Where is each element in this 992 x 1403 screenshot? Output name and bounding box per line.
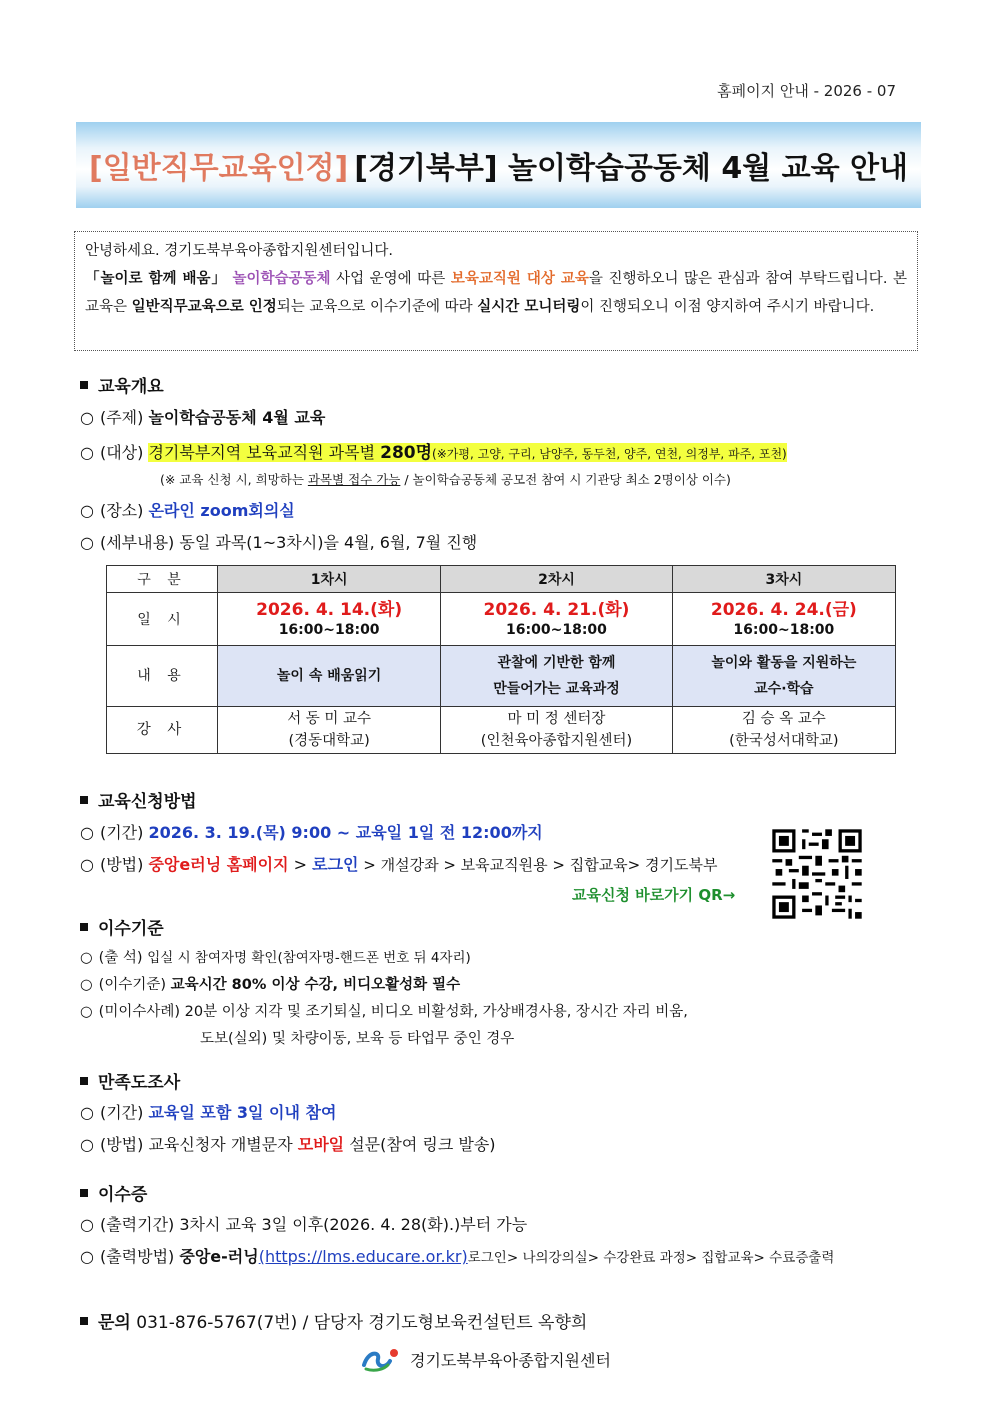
apply-method-path: > 개설강좌 > 보육교직원용 > 집합교육> 경기도북부 — [358, 856, 718, 874]
row-label-instructor: 강 사 — [107, 707, 218, 754]
certificate-period — [80, 1212, 527, 1235]
content-line: 놀이와 활동을 지원하는 — [711, 655, 857, 671]
session-3-content — [672, 646, 895, 707]
survey-period — [80, 1100, 336, 1123]
bullet-circle-icon: ○ — [80, 855, 94, 874]
bullet-square-icon — [80, 923, 88, 931]
header-note: 홈페이지 안내 - 2026 - 07 — [717, 82, 896, 100]
print-method-elearning: 중앙e-러닝 — [179, 1247, 259, 1266]
session-2-content — [441, 646, 672, 707]
overview-heading: 교육개요 — [98, 377, 164, 397]
bullet-square-icon — [80, 1317, 88, 1325]
survey-method-mobile: 모바일 — [297, 1135, 345, 1154]
title-tag: [일반직무교육인정] — [88, 151, 349, 186]
session-date: 2026. 4. 21.(화) — [483, 600, 630, 620]
intro-greeting: 안녕하세요. 경기도북부육아종합지원센터입니다. — [85, 243, 393, 259]
note-c: / 놀이학습공동체 공모전 참여 시 기관당 최소 2명이상 이수) — [400, 472, 731, 487]
target-highlight — [148, 443, 786, 462]
bullet-circle-icon: ○ — [80, 1135, 94, 1154]
criteria-attendance — [80, 946, 471, 967]
section-apply — [80, 787, 197, 812]
section-criteria — [80, 914, 164, 939]
session-date: 2026. 4. 24.(금) — [710, 600, 857, 620]
session-time: 16:00~18:00 — [506, 622, 607, 638]
survey-method-label: (방법) — [99, 1135, 144, 1154]
qr-code-icon[interactable] — [769, 826, 865, 922]
intro-monitoring: 실시간 모니터링 — [477, 299, 581, 315]
fail-label: (미이수사례) — [98, 1004, 181, 1020]
bullet-circle-icon: ○ — [80, 1004, 93, 1020]
overview-place — [80, 498, 295, 521]
place-label: (장소) — [99, 501, 144, 520]
qr-caption: 교육신청 바로가기 QR→ — [572, 886, 736, 904]
session-time: 16:00~18:00 — [733, 622, 835, 638]
attend-label: (출 석) — [98, 950, 143, 966]
intro-text-e: 을 진행하오니 많은 관심과 참여 부탁드립니다. 본 교육은 — [85, 271, 907, 315]
bullet-circle-icon: ○ — [80, 443, 94, 462]
elearning-homepage-link[interactable]: 중앙e러닝 홈페이지 — [148, 855, 289, 874]
note-b: 과목별 접수 가능 — [307, 472, 401, 487]
print-period-label: (출력기간) — [99, 1215, 175, 1234]
bullet-circle-icon: ○ — [80, 533, 94, 552]
target-label: (대상) — [99, 443, 144, 462]
standard-label: (이수기준) — [98, 977, 166, 993]
intro-text-c: 사업 운영에 따른 — [330, 271, 451, 287]
title-banner — [76, 122, 921, 208]
login-link[interactable]: 로그인 — [312, 855, 359, 874]
note-a: (※ 교육 신청 시, 희망하는 — [160, 472, 308, 487]
session-1-instructor — [218, 707, 441, 754]
intro-text-i: 이 진행되오니 이점 양지하여 주시기 바랍니다. — [580, 299, 875, 315]
table-row — [107, 646, 896, 707]
fail-value-1: 20분 이상 지각 및 조기퇴실, 비디오 비활성화, 가상배경사용, 장시간 자리 비움, — [184, 1004, 688, 1020]
intro-target: 보육교직원 대상 교육 — [450, 271, 589, 287]
bullet-circle-icon: ○ — [80, 977, 93, 993]
row-label-category: 구 분 — [107, 566, 218, 593]
overview-topic — [80, 405, 325, 428]
criteria-standard — [80, 973, 460, 994]
print-method-path: 로그인> 나의강의실> 수강완료 과정> 집합교육> 수료증출력 — [467, 1250, 835, 1266]
instructor-affiliation: (인천육아종합지원센터) — [480, 733, 633, 749]
session-2-instructor — [441, 707, 672, 754]
content-line: 만들어가는 교육과정 — [493, 681, 620, 697]
row-label-content: 내 용 — [107, 646, 218, 707]
detail-value: 동일 과목(1~3차시)을 4월, 6월, 7월 진행 — [179, 533, 478, 552]
session-date: 2026. 4. 14.(화) — [256, 600, 403, 620]
apply-period-label: (기간) — [99, 823, 144, 842]
survey-method — [80, 1132, 496, 1155]
standard-value: 교육시간 80% 이상 수강, 비디오활성화 필수 — [170, 977, 461, 993]
intro-text-g: 되는 교육으로 이수기준에 따라 — [276, 299, 478, 315]
intro-body — [85, 265, 907, 321]
criteria-fail-2: 도보(실외) 및 차량이동, 보육 등 타업무 중인 경우 — [200, 1031, 515, 1047]
session-2-name: 2차시 — [441, 566, 672, 593]
contact-label: 문의 — [98, 1313, 131, 1333]
bullet-circle-icon: ○ — [80, 501, 94, 520]
content-line: 교수·학습 — [754, 681, 814, 697]
instructor-name: 김 승 옥 교수 — [741, 711, 826, 727]
certificate-heading: 이수증 — [98, 1185, 148, 1205]
survey-method-c: 설문(참여 링크 발송) — [344, 1135, 496, 1154]
session-time: 16:00~18:00 — [278, 622, 380, 638]
bullet-circle-icon: ○ — [80, 950, 93, 966]
criteria-heading: 이수기준 — [98, 919, 164, 939]
instructor-affiliation: (한국성서대학교) — [729, 733, 839, 749]
print-period-value: 3차시 교육 3일 이후(2026. 4. 28(화).)부터 가능 — [179, 1215, 528, 1234]
row-label-datetime: 일 시 — [107, 593, 218, 646]
page-title: [경기북부] 놀이학습공동체 4월 교육 안내 — [354, 151, 909, 186]
apply-period — [80, 820, 543, 843]
lms-link[interactable]: (https://lms.educare.or.kr) — [258, 1247, 468, 1266]
bullet-square-icon — [80, 796, 88, 804]
table-row — [107, 593, 896, 646]
session-3-name: 3차시 — [672, 566, 895, 593]
session-1-datetime — [218, 593, 441, 646]
bullet-square-icon — [80, 1077, 88, 1085]
overview-target — [80, 438, 787, 463]
intro-community: 놀이학습공동체 — [232, 271, 331, 287]
criteria-fail — [80, 1000, 688, 1021]
target-count: 280명 — [380, 443, 433, 463]
instructor-name: 마 미 정 센터장 — [507, 711, 606, 727]
attend-value: 입실 시 참여자명 확인(참여자명-핸드폰 번호 뒤 4자리) — [147, 950, 471, 966]
certificate-method — [80, 1244, 834, 1267]
place-value: 온라인 zoom회의실 — [148, 501, 295, 520]
contact-line — [80, 1308, 587, 1333]
topic-label: (주제) — [99, 408, 144, 427]
bullet-circle-icon: ○ — [80, 1247, 94, 1266]
bullet-circle-icon: ○ — [80, 1103, 94, 1122]
contact-value: 031-876-5767(7번) / 담당자 경기도형보육컨설턴트 옥향희 — [136, 1313, 588, 1333]
intro-program-name: 「놀이로 함께 배움」 — [85, 271, 227, 287]
intro-box — [74, 231, 918, 351]
survey-method-a: 교육신청자 개별문자 — [148, 1135, 298, 1154]
target-regions: (※가평, 고양, 구리, 남양주, 동두천, 양주, 연천, 의정부, 파주, 포천) — [432, 447, 787, 461]
section-certificate — [80, 1180, 147, 1205]
survey-period-value: 교육일 포함 3일 이내 참여 — [148, 1103, 337, 1122]
target-value: 경기북부지역 보육교직원 과목별 — [148, 443, 381, 462]
survey-heading: 만족도조사 — [98, 1073, 181, 1093]
schedule-table — [106, 565, 896, 754]
session-3-datetime — [672, 593, 895, 646]
footer-logo — [360, 1345, 611, 1373]
intro-recognition: 일반직무교육으로 인정 — [131, 299, 277, 315]
table-row — [107, 707, 896, 754]
footer-org-name: 경기도북부육아종합지원센터 — [410, 1350, 611, 1370]
bullet-circle-icon: ○ — [80, 823, 94, 842]
session-3-instructor — [672, 707, 895, 754]
content-line: 관찰에 기반한 함께 — [497, 655, 616, 671]
bullet-circle-icon: ○ — [80, 408, 94, 427]
apply-heading: 교육신청방법 — [98, 792, 197, 812]
print-method-label: (출력방법) — [99, 1247, 175, 1266]
instructor-name: 서 동 미 교수 — [287, 711, 372, 727]
apply-method-sep: > — [288, 855, 313, 874]
bullet-square-icon — [80, 1189, 88, 1197]
overview-detail — [80, 530, 477, 553]
content-line: 놀이 속 배움읽기 — [276, 668, 382, 684]
table-row — [107, 566, 896, 593]
apply-method — [80, 852, 717, 875]
survey-period-label: (기간) — [99, 1103, 144, 1122]
overview-target-note — [160, 470, 731, 488]
session-1-content — [218, 646, 441, 707]
bullet-circle-icon: ○ — [80, 1215, 94, 1234]
session-1-name: 1차시 — [218, 566, 441, 593]
topic-value: 놀이학습공동체 4월 교육 — [148, 408, 326, 427]
apply-method-label: (방법) — [99, 855, 144, 874]
apply-period-value: 2026. 3. 19.(목) 9:00 ~ 교육일 1일 전 12:00까지 — [148, 823, 543, 842]
section-survey — [80, 1068, 180, 1093]
section-overview — [80, 372, 164, 397]
session-2-datetime — [441, 593, 672, 646]
bullet-square-icon — [80, 381, 88, 389]
center-logo-icon — [360, 1345, 404, 1373]
instructor-affiliation: (경동대학교) — [288, 733, 370, 749]
detail-label: (세부내용) — [99, 533, 175, 552]
